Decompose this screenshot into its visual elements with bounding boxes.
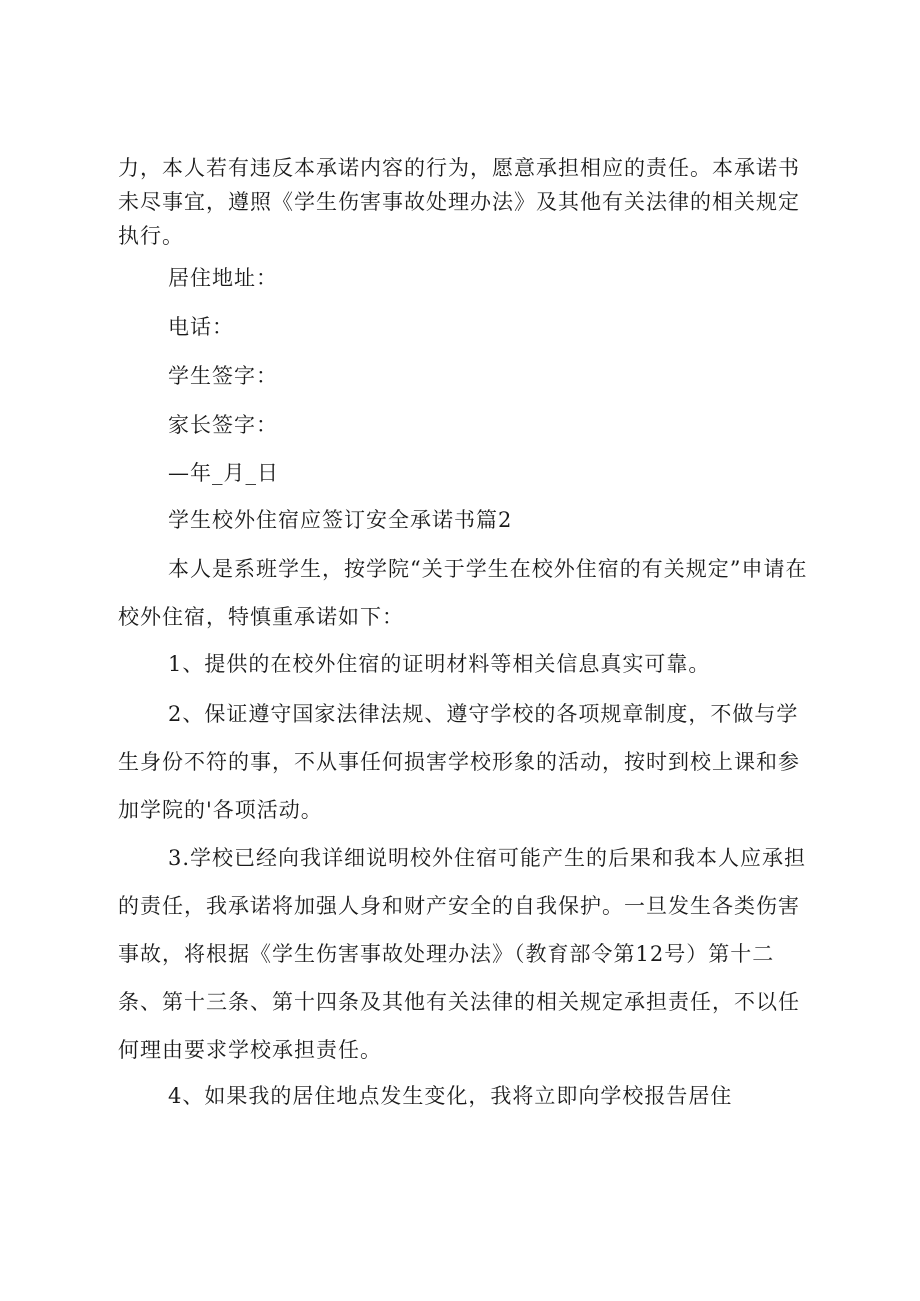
section-title: 学生校外住宿应签订安全承诺书篇2: [168, 508, 513, 532]
parent-signature-label: 家长签字：: [168, 413, 278, 437]
paragraph-continuation: 力，本人若有违反本承诺内容的行为，愿意承担相应的责任。本承诺书未尽事宜，遵照《学生伤害事故处理办法》及其他有关法律的相关规定执行。: [118, 156, 800, 248]
phone-field-label: 电话：: [168, 315, 234, 339]
pledge-item-2: 2、保证遵守国家法律法规、遵守学校的各项规章制度，不做与学生身份不符的事，不从事任何损害学校形象的活动，按时到校上课和参加学院的'各项活动。: [118, 702, 800, 822]
pledge-item-4: 4、如果我的居住地点发生变化，我将立即向学校报告居住: [168, 1084, 733, 1108]
pledge-item-1: 1、提供的在校外住宿的证明材料等相关信息真实可靠。: [168, 652, 711, 676]
student-signature-label: 学生签字：: [168, 364, 278, 388]
date-line: —年_月_日: [168, 461, 279, 485]
address-field-label: 居住地址：: [168, 266, 278, 290]
pledge-item-3: 3.学校已经向我详细说明校外住宿可能产生的后果和我本人应承担的责任，我承诺将加强人身和财产安全的自我保护。一旦发生各类伤害事故，将根据《学生伤害事故处理办法》（教育部令第12号）第十二条、第十三条、第十四条及其他有关法律的相关规定承担责任，不以任何理由要求学校承担责任。: [118, 846, 807, 1062]
intro-paragraph: 本人是系班学生，按学院“关于学生在校外住宿的有关规定”申请在校外住宿，特慎重承诺如下：: [118, 557, 808, 629]
